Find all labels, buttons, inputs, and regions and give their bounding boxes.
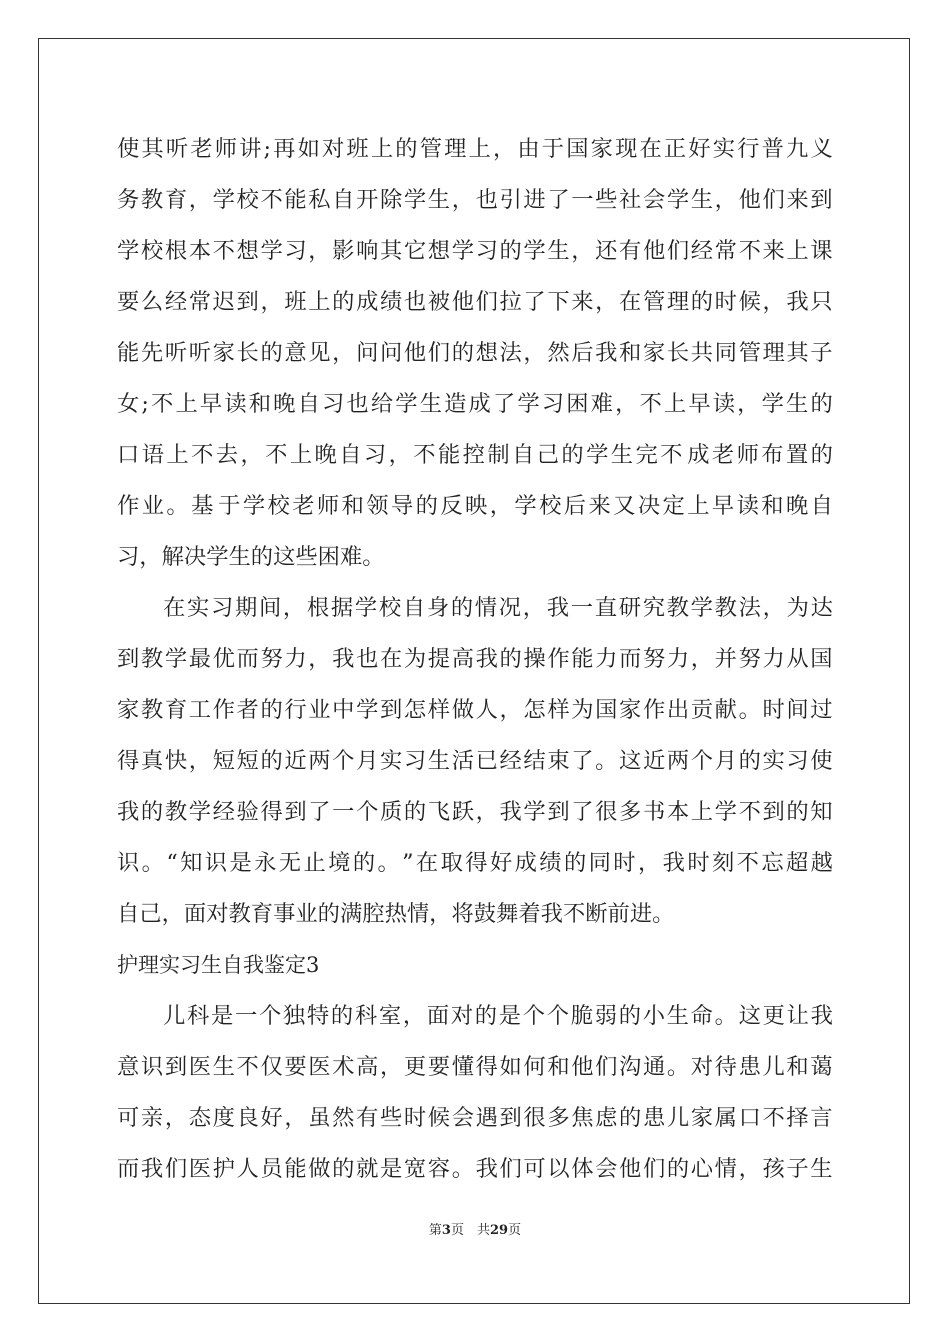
- total-page-count: 29: [489, 1223, 509, 1238]
- text-line: 意 识 到 医 生 不 仅 要 医 术 高 ， 更 要 懂 得 如 何 和 他 们 沟 通 。 对 待 患 儿 和 蔼: [117, 1054, 833, 1080]
- current-page-number: 3: [441, 1223, 451, 1238]
- page-footer: [0, 1219, 950, 1238]
- text-line: 可 亲 ， 态 度 良 好 ， 虽 然 有 些 时 候 会 遇 到 很 多 焦 虑 的 患 儿 家 属 口 不 择 言: [117, 1105, 833, 1131]
- footer-suffix: 页: [508, 1223, 522, 1238]
- footer-mid: 页 共: [450, 1223, 490, 1238]
- text-line: 使 其 听 老 师 讲 ; 再 如 对 班 上 的 管 理 上 ， 由 于 国 家 现 在 正 好 实 行 普 九 义: [117, 136, 833, 162]
- paragraph-3: [117, 991, 833, 1195]
- text-line: 我 的 教 学 经 验 得 到 了 一 个 质 的 飞 跃 ， 我 学 到 了 很 多 书 本 上 学 不 到 的 知: [117, 799, 833, 825]
- text-line: 识 。 “ 知 识 是 永 无 止 境 的 。 ” 在 取 得 好 成 绩 的 同 时 ， 我 时 刻 不 忘 超 越: [117, 850, 833, 876]
- text-line: 作 业 。 基 于 学 校 老 师 和 领 导 的 反 映 ， 学 校 后 来 又 决 定 上 早 读 和 晚 自: [117, 493, 833, 519]
- paragraph-1: [117, 124, 833, 583]
- text-line: 得 真 快 ， 短 短 的 近 两 个 月 实 习 生 活 已 经 结 束 了 。 这 近 两 个 月 的 实 习 使: [117, 748, 833, 774]
- text-line: 习，解决学生的这些困难。: [117, 544, 385, 570]
- paragraph-2: [117, 583, 833, 940]
- section-heading: 护理实习生自我鉴定3: [117, 953, 320, 977]
- text-line: 口 语 上 不 去 ， 不 上 晚 自 习 ， 不 能 控 制 自 己 的 学 生 完 不 成 老 师 布 置 的: [117, 442, 833, 468]
- text-line: 务 教 育 ， 学 校 不 能 私 自 开 除 学 生 ， 也 引 进 了 一 些 社 会 学 生 ， 他 们 来 到: [117, 187, 833, 213]
- document-body: [117, 124, 833, 1195]
- text-line: 女 ; 不 上 早 读 和 晚 自 习 也 给 学 生 造 成 了 学 习 困 难 ， 不 上 早 读 ， 学 生 的: [117, 391, 833, 417]
- footer-prefix: 第: [428, 1223, 442, 1238]
- text-line: 自己，面对教育事业的满腔热情，将鼓舞着我不断前进。: [117, 901, 675, 927]
- text-line: 在 实 习 期 间 ， 根 据 学 校 自 身 的 情 况 ， 我 一 直 研 究 教 学 教 法 ， 为 达: [163, 595, 833, 621]
- text-line: 家 教 育 工 作 者 的 行 业 中 学 到 怎 样 做 人 ， 怎 样 为 国 家 作 出 贡 献 。 时 间 过: [117, 697, 833, 723]
- text-line: 儿 科 是 一 个 独 特 的 科 室 ， 面 对 的 是 个 个 脆 弱 的 小 生 命 。 这 更 让 我: [163, 1003, 833, 1029]
- text-line: 能 先 听 听 家 长 的 意 见 ， 问 问 他 们 的 想 法 ， 然 后 我 和 家 长 共 同 管 理 其 子: [117, 340, 833, 366]
- text-line: 到 教 学 最 优 而 努 力 ， 我 也 在 为 提 高 我 的 操 作 能 力 而 努 力 ， 并 努 力 从 国: [117, 646, 833, 672]
- text-line: 而 我 们 医 护 人 员 能 做 的 就 是 宽 容 。 我 们 可 以 体 会 他 们 的 心 情 ， 孩 子 生: [117, 1156, 833, 1182]
- text-line: 要 么 经 常 迟 到 ， 班 上 的 成 绩 也 被 他 们 拉 了 下 来 ， 在 管 理 的 时 候 ， 我 只: [117, 289, 833, 315]
- text-line: 学 校 根 本 不 想 学 习 ， 影 响 其 它 想 学 习 的 学 生 ， 还 有 他 们 经 常 不 来 上 课: [117, 238, 833, 264]
